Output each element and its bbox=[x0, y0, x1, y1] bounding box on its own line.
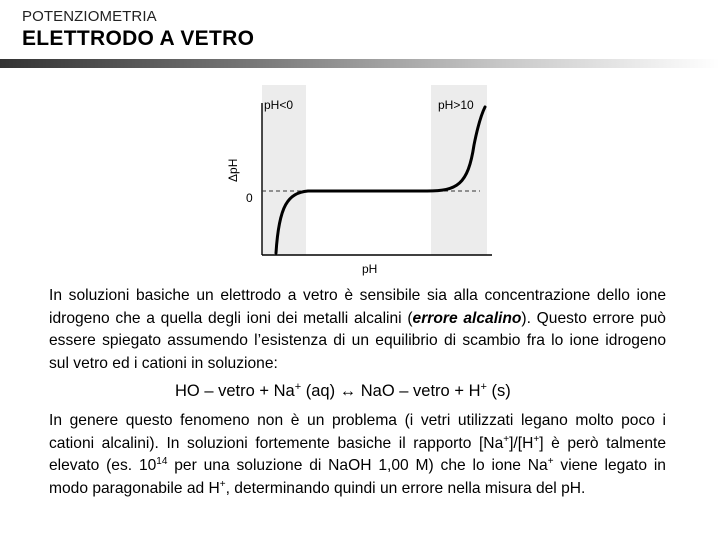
page-title: ELETTRODO A VETRO bbox=[22, 27, 255, 50]
equation-na: Na bbox=[273, 382, 295, 400]
paragraph-1-intro: In soluzioni basiche un elettrodo a vetro è sensibile sia alla concentrazione dello ione idrogeno che a quella degli ioni dei metalli alcalini ( bbox=[49, 287, 666, 327]
equation-h-charge: + bbox=[480, 381, 487, 393]
region-low-label: pH<0 bbox=[264, 98, 294, 112]
error-figure bbox=[212, 85, 502, 286]
x-axis-label: pH bbox=[362, 262, 378, 276]
paragraph-2-text-3: ] è però talmente elevato (es. 10 bbox=[49, 434, 666, 474]
paragraph-1-rest: ). Questo errore può essere spiegato assumendo l’esistenza di un equilibrio di scambio fra lo ione idrogeno sul vetro ed i cationi in soluzione: bbox=[49, 309, 666, 372]
superscript-plus: + bbox=[533, 433, 540, 445]
alkaline-error-term: errore alcalino bbox=[412, 309, 522, 327]
paragraph-2 bbox=[49, 410, 666, 500]
y-axis-label: ΔpH bbox=[226, 158, 240, 182]
paragraph-2-text-6: , determinando quindi un errore nella misura del pH. bbox=[225, 479, 586, 497]
equation-na-charge: + bbox=[294, 381, 302, 393]
equation-right-species: NaO – vetro bbox=[360, 382, 450, 400]
zero-label: 0 bbox=[246, 191, 253, 205]
exchange-equation bbox=[175, 381, 511, 401]
paragraph-2-text-5: viene legato in modo paragonabile ad H bbox=[49, 457, 666, 497]
equation-plus-1: + bbox=[259, 382, 270, 400]
superscript-plus: + bbox=[219, 478, 226, 490]
equation-plus-2: + bbox=[454, 382, 464, 400]
subject-heading: POTENZIOMETRIA bbox=[22, 8, 157, 25]
error-curve-diagram bbox=[212, 85, 502, 281]
equation-h: H bbox=[468, 382, 481, 400]
equation-aq: (aq) bbox=[305, 382, 336, 400]
paragraph-1 bbox=[49, 285, 666, 375]
equation-left-species: HO – vetro bbox=[175, 382, 255, 400]
equation-arrow: ↔ bbox=[339, 382, 357, 400]
paragraph-2-text-2: ]/[H bbox=[509, 434, 534, 452]
paragraph-2-text-4: per una soluzione di NaOH 1,00 M) che lo ione Na bbox=[167, 457, 548, 474]
superscript-exponent: 14 bbox=[156, 456, 168, 467]
region-high-label: pH>10 bbox=[438, 98, 474, 112]
title-rule bbox=[0, 59, 720, 68]
superscript-plus: + bbox=[547, 456, 554, 467]
superscript-plus: + bbox=[503, 433, 510, 445]
equation-s: (s) bbox=[491, 382, 511, 400]
paragraph-2-text-1: In genere questo fenomeno non è un problema (i vetri utilizzati legano molto poco i cationi alcalini). In soluzioni fortemente basiche il rapporto [Na bbox=[49, 412, 666, 452]
